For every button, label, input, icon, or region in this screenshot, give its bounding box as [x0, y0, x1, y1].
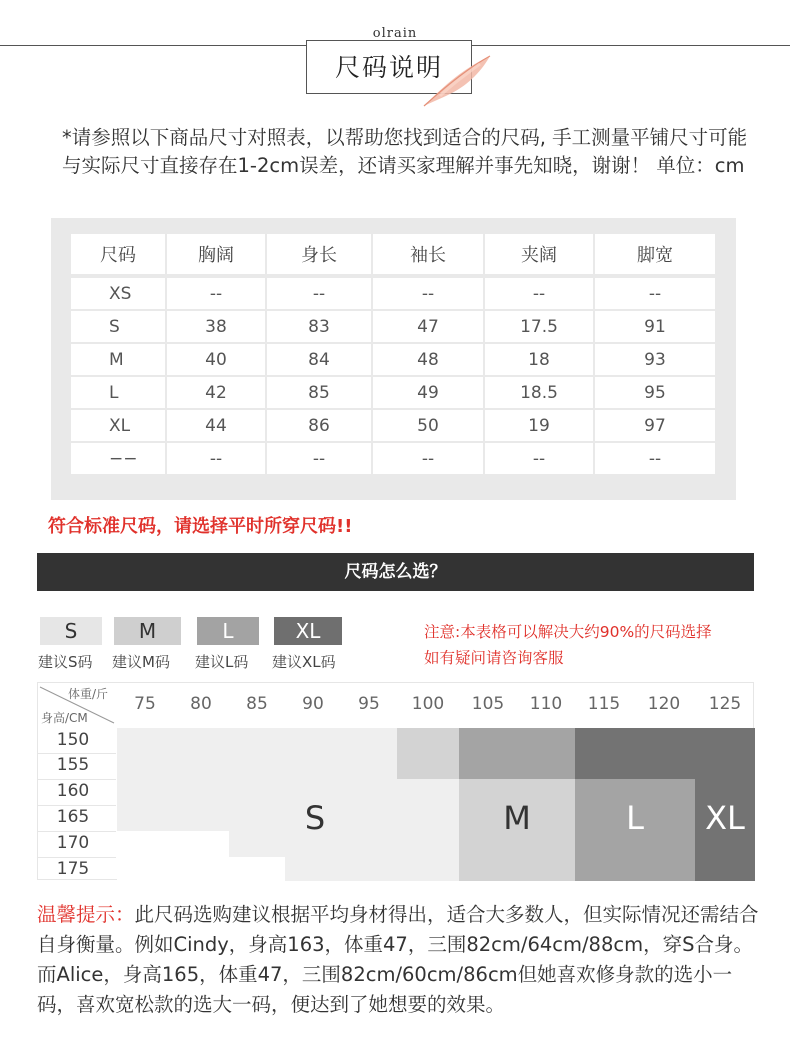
height-label: 160 [56, 781, 90, 801]
weight-label: 85 [246, 694, 268, 714]
zone-label-xl: XL [705, 799, 745, 837]
table-row [71, 344, 717, 377]
size-swatch-s: S [40, 617, 102, 645]
size-swatch-caption: 建议S码 [38, 653, 93, 671]
size-table-cell: 50 [373, 410, 485, 443]
size-table-cell: -- [373, 443, 485, 476]
size-table-cell: 42 [167, 377, 267, 410]
table-row [71, 311, 717, 344]
size-table-header: 胸阔 [167, 234, 267, 278]
grid-cell [517, 857, 575, 881]
grid-cell [285, 728, 341, 753]
note-line-2: 如有疑问请咨询客服 [424, 649, 564, 667]
grid-cell [459, 753, 517, 779]
size-table-cell: -- [267, 443, 373, 476]
size-table-header: 尺码 [71, 234, 167, 278]
weight-label: 110 [529, 694, 563, 714]
weight-label: 90 [302, 694, 324, 714]
grid-cell [173, 805, 229, 831]
size-swatch-l: L [197, 617, 259, 645]
size-table-cell: -- [267, 278, 373, 311]
weight-label: 80 [190, 694, 212, 714]
size-table-cell: 86 [267, 410, 373, 443]
grid-cell [341, 753, 397, 779]
row-divider [38, 831, 116, 832]
grid-cell [517, 753, 575, 779]
grid-cell [695, 857, 755, 881]
size-swatch-m: M [114, 617, 181, 645]
size-table-cell: 84 [267, 344, 373, 377]
row-divider [38, 753, 116, 754]
grid-cell [575, 857, 633, 881]
size-recommendation-grid [37, 682, 754, 880]
note-line-1: 注意:本表格可以解决大约90%的尺码选择 [424, 623, 712, 641]
height-label: 150 [56, 730, 90, 750]
size-table-cell: -- [167, 278, 267, 311]
table-row [71, 410, 717, 443]
size-table-cell: 40 [167, 344, 267, 377]
size-table-cell: 18 [485, 344, 595, 377]
zone-label-l: L [626, 799, 644, 837]
standard-size-warning: 符合标准尺码，请选择平时所穿尺码!! [48, 516, 353, 537]
grid-cell [633, 753, 695, 779]
grid-cell [117, 805, 173, 831]
tip-paragraph [37, 900, 759, 1020]
grid-cell [633, 857, 695, 881]
page-title: 尺码说明 [334, 53, 443, 82]
table-row [71, 377, 717, 410]
grid-cell [285, 753, 341, 779]
brand-logo: olrain [372, 26, 418, 41]
grid-cell [575, 753, 633, 779]
tip-text: 此尺码选购建议根据平均身材得出，适合大多数人，但实际情况还需结合自身衡量。例如Cindy，身高163，体重47，三围82cm/64cm/88cm，穿S合身。而Alice，身高165，体重47，三围82cm/60cm/86cm但她喜欢修身款的选小一码，喜欢宽松款的选大一码，便达到了她想要的效果。 [37, 903, 759, 1016]
grid-cell [397, 857, 459, 881]
grid-cell [695, 753, 755, 779]
size-table-cell: −− [71, 443, 167, 476]
size-table-cell: 18.5 [485, 377, 595, 410]
grid-cell [117, 831, 173, 857]
size-table-cell: 95 [595, 377, 717, 410]
grid-cell [459, 728, 517, 753]
zone-label-s: S [304, 799, 326, 837]
row-divider [38, 857, 116, 858]
header-rule-right [472, 45, 790, 46]
size-table-cell: 91 [595, 311, 717, 344]
size-table-cell: -- [167, 443, 267, 476]
grid-cell [397, 728, 459, 753]
height-label: 170 [56, 833, 90, 853]
grid-cell [117, 779, 173, 805]
grid-cell [173, 857, 229, 881]
intro-text: *请参照以下商品尺寸对照表，以帮助您找到适合的尺码, 手工测量平铺尺寸可能与实际尺寸直接存在1-2cm误差，还请买家理解并事先知晓，谢谢！ 单位：cm [62, 126, 748, 177]
size-table-cell: 93 [595, 344, 717, 377]
grid-cell [117, 753, 173, 779]
size-table-cell: XL [71, 410, 167, 443]
size-table-cell: S [71, 311, 167, 344]
grid-cell [459, 857, 517, 881]
grid-cell [173, 779, 229, 805]
grid-cell [695, 728, 755, 753]
height-label: 165 [56, 807, 90, 827]
grid-cell [397, 805, 459, 831]
grid-cell [341, 728, 397, 753]
size-table-cell: 97 [595, 410, 717, 443]
grid-cell [173, 753, 229, 779]
weight-label: 95 [358, 694, 380, 714]
grid-cell [397, 753, 459, 779]
tip-label: 温馨提示： [37, 903, 135, 926]
grid-cell [229, 728, 285, 753]
row-divider [38, 779, 116, 780]
note [424, 619, 712, 671]
size-table-cell: -- [485, 278, 595, 311]
size-table-cell: 38 [167, 311, 267, 344]
weight-label: 100 [411, 694, 445, 714]
size-table-header: 袖长 [373, 234, 485, 278]
grid-cell [117, 857, 173, 881]
grid-cell [173, 728, 229, 753]
size-table-cell: 47 [373, 311, 485, 344]
size-table-header: 脚宽 [595, 234, 717, 278]
size-swatch-caption: 建议L码 [195, 653, 249, 671]
size-table-cell: -- [595, 278, 717, 311]
grid-cell [117, 728, 173, 753]
grid-cell [341, 857, 397, 881]
size-table-cell: -- [373, 278, 485, 311]
zone-label-m: M [503, 799, 531, 837]
size-swatch-caption: 建议XL码 [272, 653, 336, 671]
grid-cell [285, 857, 341, 881]
height-label: 155 [56, 755, 90, 775]
grid-cell [229, 857, 285, 881]
size-table [71, 234, 717, 476]
size-table-cell: -- [595, 443, 717, 476]
size-swatch-xl: XL [274, 617, 342, 645]
corner-height-label: 身高/CM [41, 711, 88, 725]
grid-cell [633, 728, 695, 753]
feather-icon [420, 50, 495, 110]
grid-cell [173, 831, 229, 857]
weight-label: 75 [134, 694, 156, 714]
grid-cell [517, 728, 575, 753]
table-row [71, 278, 717, 311]
size-table-cell: 49 [373, 377, 485, 410]
size-table-cell: M [71, 344, 167, 377]
grid-cell [229, 753, 285, 779]
weight-label: 115 [587, 694, 621, 714]
size-table-cell: 83 [267, 311, 373, 344]
corner-weight-label: 体重/斤 [68, 687, 109, 701]
weight-label: 125 [708, 694, 742, 714]
grid-cell [397, 831, 459, 857]
size-table-cell: XS [71, 278, 167, 311]
row-divider [38, 805, 116, 806]
size-table-cell: L [71, 377, 167, 410]
size-table-cell: 17.5 [485, 311, 595, 344]
size-table-cell: 19 [485, 410, 595, 443]
weight-label: 120 [647, 694, 681, 714]
size-table-cell: 85 [267, 377, 373, 410]
section-bar: 尺码怎么选？ [37, 553, 754, 591]
grid-cell [575, 728, 633, 753]
size-table-cell: 44 [167, 410, 267, 443]
size-table-header: 夹阔 [485, 234, 595, 278]
size-table-header: 身长 [267, 234, 373, 278]
size-swatch-caption: 建议M码 [112, 653, 170, 671]
weight-label: 105 [471, 694, 505, 714]
header-rule-left [0, 45, 306, 46]
size-table-cell: 48 [373, 344, 485, 377]
grid-cell [397, 779, 459, 805]
table-row [71, 443, 717, 476]
height-label: 175 [56, 859, 90, 879]
size-table-cell: -- [485, 443, 595, 476]
